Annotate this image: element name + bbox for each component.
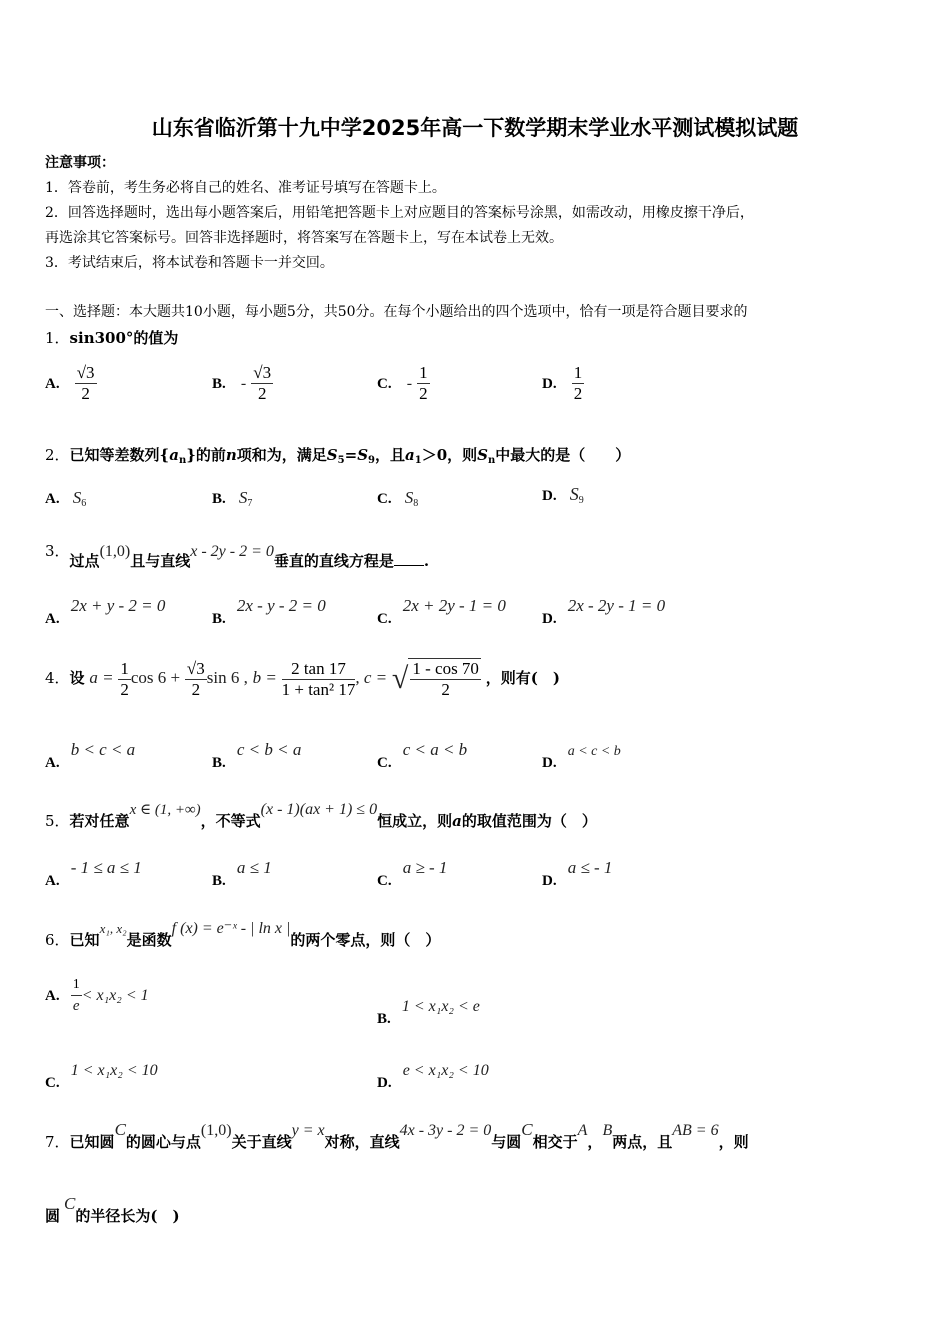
option-label: C. <box>377 491 392 507</box>
var: S <box>326 446 338 464</box>
math: sin 6 , <box>206 668 248 687</box>
subscript: 1 <box>414 455 422 466</box>
text: }的前 <box>186 446 226 464</box>
option-value: 1 < x₁x₂ < 10 <box>70 1062 158 1079</box>
text: 的圆心与点 <box>125 1133 201 1151</box>
math: (1,0) <box>200 1122 232 1139</box>
option-label: B. <box>212 491 226 507</box>
question-4 <box>45 658 560 700</box>
option-label: D. <box>542 873 557 889</box>
var: a <box>169 446 179 464</box>
option-label: B. <box>212 376 226 392</box>
question-5 <box>45 800 597 831</box>
option-label: C. <box>377 611 392 627</box>
minus-sign: - <box>406 375 413 392</box>
option-label: A. <box>45 491 60 507</box>
notice-item-2-cont: 再选涂其它答案标号。回答非选择题时，将答案写在答题卡上，写在本试卷上无效。 <box>45 230 563 246</box>
text: 设 <box>69 669 85 687</box>
frac-num: 2 tan 17 <box>282 659 356 680</box>
text: 已知等差数列{ <box>69 446 170 464</box>
option-value: S <box>72 488 82 507</box>
q1-option-a[interactable] <box>45 363 97 404</box>
math: AB = 6 <box>672 1122 719 1139</box>
question-number: 2． <box>45 446 70 464</box>
var: S <box>477 446 488 464</box>
text: ，且 <box>375 446 406 464</box>
math: A <box>577 1122 588 1139</box>
q4-option-a[interactable] <box>45 740 135 772</box>
question-7 <box>45 1120 749 1152</box>
option-value: a ≥ - 1 <box>402 858 448 877</box>
text: ＞0，则 <box>421 446 478 464</box>
option-value: b < c < a <box>70 740 136 759</box>
math: x - 2y - 2 = 0 <box>190 543 274 560</box>
option-label: B. <box>212 755 226 771</box>
math: (1,0) <box>99 543 131 560</box>
text: 且与直线 <box>130 552 191 570</box>
option-label: C. <box>377 755 392 771</box>
subscript: n <box>488 455 496 466</box>
text: 圆 <box>45 1207 61 1225</box>
text: 的取值范围为（ ） <box>461 812 597 830</box>
option-label: C. <box>377 376 392 392</box>
math: C <box>521 1120 533 1139</box>
q6-option-a[interactable] <box>45 975 149 1016</box>
q6-option-c[interactable] <box>45 1060 158 1092</box>
subscript: 7 <box>247 498 253 509</box>
math: (x - 1)(ax + 1) ≤ 0 <box>260 801 378 818</box>
option-value: c < b < a <box>236 740 302 759</box>
q4-option-d[interactable] <box>542 740 621 772</box>
q5-option-a[interactable] <box>45 858 142 890</box>
question-number: 1． <box>45 329 70 347</box>
frac-den: 2 <box>573 384 583 403</box>
notice-item-1: 1．答卷前，考生务必将自己的姓名、准考证号填写在答题卡上。 <box>45 180 446 196</box>
option-value: S <box>238 488 248 507</box>
q1-option-d[interactable] <box>542 363 584 404</box>
text: 与圆 <box>491 1133 522 1151</box>
option-value: S <box>569 484 579 504</box>
q3-option-b[interactable] <box>212 596 326 628</box>
option-label: A. <box>45 755 60 771</box>
subscript: 9 <box>578 495 584 506</box>
text: 的半径长为( ) <box>75 1207 180 1225</box>
text: 对称，直线 <box>324 1133 400 1151</box>
q2-option-b[interactable] <box>212 488 252 509</box>
frac-den: 2 <box>120 679 129 699</box>
frac-num: 1 <box>120 658 129 678</box>
question-6 <box>45 918 440 950</box>
option-label: D. <box>377 1075 392 1091</box>
math: C <box>64 1194 76 1213</box>
math: f (x) = e⁻ˣ - | ln x | <box>171 920 291 937</box>
text: 是函数 <box>126 931 172 949</box>
math: a = <box>89 668 114 687</box>
section-heading: 一、选择题：本大题共10小题，每小题5分，共50分。在每个小题给出的四个选项中，恰有一项是符合题目要求的 <box>45 304 748 320</box>
question-number: 4． <box>45 669 70 687</box>
text: 已知圆 <box>69 1133 115 1151</box>
option-value: 2x + 2y - 1 = 0 <box>402 596 506 615</box>
frac-den: 2 <box>81 384 90 403</box>
frac-num: 1 <box>419 363 428 382</box>
math: C <box>114 1120 126 1139</box>
var: S <box>357 446 369 464</box>
text: 关于直线 <box>231 1133 292 1151</box>
question-text: sin300°的值为 <box>69 329 179 347</box>
text: 恒成立，则 <box>377 812 453 830</box>
option-label: D. <box>542 611 557 627</box>
frac-den: 2 <box>191 679 201 699</box>
option-label: A. <box>45 873 60 889</box>
q1-option-c[interactable] <box>377 363 430 404</box>
q4-option-c[interactable] <box>377 740 467 772</box>
option-value: 2x - 2y - 1 = 0 <box>567 596 666 615</box>
option-label: A. <box>45 376 60 392</box>
option-value: a < c < b <box>567 744 621 759</box>
text: = <box>344 446 358 464</box>
notice-item-2: 2．回答选择题时，选出每小题答案后，用铅笔把答题卡上对应题目的答案标号涂黑，如需改动，用橡皮擦干净后， <box>45 205 754 221</box>
q2-option-c[interactable] <box>377 488 418 509</box>
minus-sign: - <box>240 375 247 392</box>
option-label: C. <box>45 1075 60 1091</box>
var: a <box>405 446 415 464</box>
subscript: 8 <box>413 498 419 509</box>
text: ，则有( ) <box>485 669 560 687</box>
option-label: D. <box>542 755 557 771</box>
frac-num: 1 <box>72 977 80 992</box>
math: x ∈ (1, +∞) <box>129 802 201 818</box>
q5-option-b[interactable] <box>212 858 272 890</box>
frac-den: 2 <box>441 680 450 699</box>
q3-option-c[interactable] <box>377 596 506 628</box>
option-label: B. <box>212 611 226 627</box>
frac-den: 2 <box>419 384 428 403</box>
question-number: 7． <box>45 1133 70 1151</box>
q5-option-d[interactable] <box>542 858 612 890</box>
text: 过点 <box>69 552 100 570</box>
option-label: B. <box>377 1011 391 1027</box>
option-label: A. <box>45 988 60 1004</box>
question-2 <box>45 444 630 466</box>
math: cos 6 + <box>130 668 181 687</box>
frac-den: 1 + tan² 17 <box>281 679 356 699</box>
q3-option-d[interactable] <box>542 596 665 628</box>
option-value: 2x - y - 2 = 0 <box>236 596 326 615</box>
answer-blank <box>394 565 424 566</box>
text: ，不等式 <box>200 812 261 830</box>
frac-num: √3 <box>253 363 272 382</box>
text: 若对任意 <box>69 812 130 830</box>
option-value: 2x + y - 2 = 0 <box>70 596 166 615</box>
sqrt-sign: √ <box>391 662 409 695</box>
text: 项和为，满足 <box>236 446 327 464</box>
q1-option-b[interactable] <box>212 363 273 404</box>
math: 4x - 3y - 2 = 0 <box>399 1122 492 1139</box>
option-value: c < a < b <box>402 740 468 759</box>
question-7-cont <box>45 1194 180 1226</box>
frac-den: 2 <box>257 384 267 403</box>
text: 中最大的是（ ） <box>495 446 631 464</box>
question-1 <box>45 327 178 348</box>
frac-num: √3 <box>186 658 205 678</box>
text: 相交于 <box>532 1133 578 1151</box>
q4-option-b[interactable] <box>212 740 301 772</box>
option-value: 1 < x₁x₂ < e <box>401 998 480 1015</box>
question-3 <box>45 540 429 571</box>
text: 两点，且 <box>612 1133 673 1151</box>
q6-option-d[interactable] <box>377 1060 489 1092</box>
q6-option-b[interactable] <box>377 996 480 1028</box>
subscript: 5 <box>337 455 345 466</box>
var: n <box>225 446 237 464</box>
text: 已知 <box>69 931 100 949</box>
q3-option-a[interactable] <box>45 596 165 628</box>
option-value: S <box>404 488 414 507</box>
var: a <box>452 812 462 830</box>
option-label: C. <box>377 873 392 889</box>
notice-item-3: 3．考试结束后，将本试卷和答题卡一并交回。 <box>45 255 334 271</box>
subscript: 6 <box>81 498 87 509</box>
option-value: < x₁x₂ < 1 <box>81 987 149 1004</box>
frac-num: √3 <box>76 363 95 382</box>
math: b = <box>252 668 277 687</box>
math: y = x <box>291 1122 325 1139</box>
option-value: - 1 ≤ a ≤ 1 <box>70 858 142 877</box>
page-title: 山东省临沂第十九中学2025年高一下数学期末学业水平测试模拟试题 <box>151 116 799 140</box>
subscript: n <box>178 455 187 466</box>
q2-option-d[interactable] <box>542 484 584 506</box>
frac-num: 1 <box>573 363 583 382</box>
math: x₁, x₂ <box>99 921 127 936</box>
text: 的两个零点，则（ ） <box>290 931 441 949</box>
q5-option-c[interactable] <box>377 858 447 890</box>
math: B <box>602 1122 613 1139</box>
option-label: D. <box>542 376 557 392</box>
text: ， <box>587 1133 603 1151</box>
q2-option-a[interactable] <box>45 488 86 509</box>
text: 垂直的直线方程是 <box>273 552 394 570</box>
question-number: 6． <box>45 931 70 949</box>
option-label: D. <box>542 488 557 504</box>
subscript: 9 <box>368 455 375 466</box>
option-value: a ≤ - 1 <box>567 858 613 877</box>
question-number: 3． <box>45 542 70 560</box>
math: , c = <box>355 668 388 687</box>
question-number: 5． <box>45 812 70 830</box>
option-label: B. <box>212 873 226 889</box>
text: ，则 <box>718 1133 749 1151</box>
notice-heading: 注意事项： <box>45 155 115 171</box>
frac-num: 1 - cos 70 <box>412 659 479 678</box>
text: . <box>423 552 430 570</box>
frac-den: e <box>71 995 82 1016</box>
option-value: e < x₁x₂ < 10 <box>402 1062 489 1079</box>
option-label: A. <box>45 611 60 627</box>
option-value: a ≤ 1 <box>236 858 272 877</box>
